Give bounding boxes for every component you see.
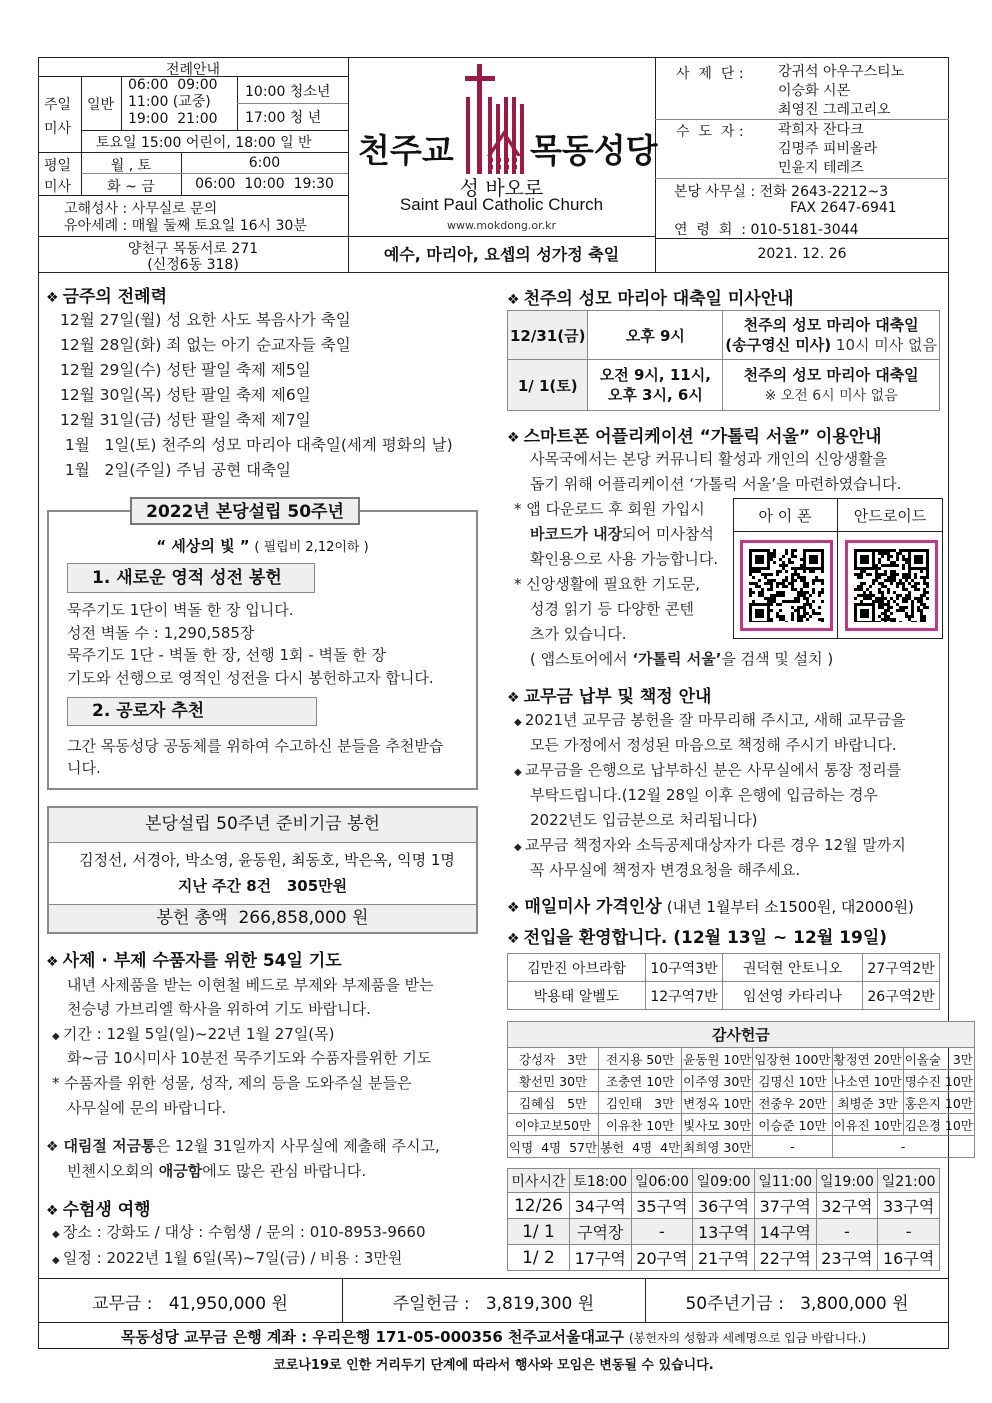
thanks-cell: 조충연 10만 bbox=[599, 1070, 682, 1092]
advent-notice: 빈첸시오회의 애긍함에도 많은 관심 바랍니다. bbox=[67, 1162, 367, 1180]
duty-cell: 22구역 bbox=[754, 1245, 816, 1271]
prayer54-period: ◆ 기간 : 12월 5일(일)~22년 1월 27일(목) bbox=[52, 1025, 335, 1043]
thanks-cell: 이승준 10만 bbox=[753, 1114, 832, 1136]
prayer54-note: 사무실에 문의 바랍니다. bbox=[67, 1099, 227, 1117]
mon-sat: 월 , 토 bbox=[110, 158, 152, 174]
general-times bbox=[128, 77, 218, 128]
tue-fri-times: 06:00 10:00 19:30 bbox=[195, 176, 334, 192]
app-search-note: ( 앱스토어에서 ‘가톨릭 서울’을 검색 및 설치 ) bbox=[530, 650, 834, 668]
exam-trip-schedule: ◆ 일정 : 2022년 1월 6일(목)~7일(금) / 비용 : 3만원 bbox=[52, 1249, 403, 1267]
calendar-item: 1월 1일(토) 천주의 성모 마리아 대축일(세계 평화의 날) bbox=[60, 436, 453, 454]
table-row bbox=[508, 1169, 940, 1193]
priest-name: 이승화 시몬 bbox=[778, 83, 851, 99]
prayer54-period-detail: 화~금 10시미사 10분전 묵주기도와 수품자를위한 기도 bbox=[67, 1049, 432, 1067]
liturgy-title: 전례안내 bbox=[165, 62, 221, 78]
tue-fri: 화 ~ 금 bbox=[107, 179, 155, 195]
thanks-cell: - bbox=[753, 1136, 832, 1158]
duty-cell: - bbox=[631, 1219, 693, 1245]
app-bullet: 성경 읽기 등 다양한 콘텐 bbox=[530, 600, 694, 618]
welcome-cell: 10구역3반 bbox=[646, 954, 723, 982]
weekday-label: 미사 bbox=[44, 179, 72, 195]
qr-code-icon bbox=[749, 549, 824, 622]
calendar-item: 12월 28일(화) 죄 없는 아기 순교자들 축일 bbox=[60, 336, 351, 354]
mass-desc: 천주의 성모 마리아 대축일 (송구영신 미사) 10시 미사 없음 bbox=[723, 311, 940, 360]
sub1-line: 묵주기도 1단이 벽돌 한 장 입니다. bbox=[67, 601, 294, 619]
priest-name: 최영진 그레고리오 bbox=[778, 102, 891, 118]
religious-name: 민윤지 테레즈 bbox=[778, 160, 864, 176]
duty-header: 미사시간 bbox=[508, 1169, 570, 1193]
sub2-line: 니다. bbox=[67, 759, 101, 777]
app-intro: 사목국에서는 본당 커뮤니티 활성과 개인의 신앙생활을 bbox=[530, 450, 888, 468]
bullet-icon: ◆ bbox=[514, 842, 525, 853]
thanks-cell: 김인태 3만 bbox=[599, 1092, 682, 1114]
duty-cell: - bbox=[878, 1219, 940, 1245]
thanks-cell: 이주영 30만 bbox=[682, 1070, 753, 1092]
prayer54-line: 천승녕 가브리엘 학사을 위하여 기도 바랍니다. bbox=[67, 1000, 371, 1018]
fund-last-week: 지난 주간 8건 305만원 bbox=[177, 877, 348, 895]
duty-cell: 33구역 bbox=[878, 1193, 940, 1219]
welcome-cell: 27구역2반 bbox=[863, 954, 940, 982]
funeral-phone: 연 령 회 : 010-5181-3044 bbox=[674, 222, 859, 238]
duty-cell: 35구역 bbox=[631, 1193, 693, 1219]
mass-desc: 천주의 성모 마리아 대축일 ※ 오전 6시 미사 없음 bbox=[723, 360, 940, 411]
sub1-line: 묵주기도 1단 - 벽돌 한 장, 선행 1회 - 벽돌 한 장 bbox=[67, 646, 386, 664]
advent-notice: ❖ 대림절 저금통은 12월 31일까지 사무실에 제출해 주시고, bbox=[46, 1137, 440, 1155]
android-qr-code[interactable] bbox=[845, 540, 938, 631]
sub2-line: 그간 목동성당 공동체를 위하여 수고하신 분들을 추천받습 bbox=[67, 737, 444, 755]
sub1-title: 1. 새로운 영적 성전 봉헌 bbox=[67, 563, 315, 593]
thanks-cell: 이유진 10만 bbox=[832, 1114, 903, 1136]
priests-label: 사 제 단 : bbox=[676, 66, 744, 82]
thanks-cell: 나소연 10만 bbox=[832, 1070, 903, 1092]
prayer54-note: * 수품자를 위한 성물, 성작, 제의 등을 도와주실 분들은 bbox=[52, 1074, 412, 1092]
welcome-cell: 임선영 카타리나 bbox=[723, 982, 863, 1010]
sub1-line: 기도와 선행으로 영적인 성전을 다시 봉헌하고자 합니다. bbox=[67, 668, 434, 687]
diamond-icon: ❖ bbox=[507, 931, 520, 947]
thanks-cell: 윤동원 10만 bbox=[682, 1048, 753, 1070]
dues-line bbox=[514, 759, 901, 780]
iphone-label: 아 이 폰 bbox=[758, 507, 812, 525]
sub2-title: 2. 공로자 추천 bbox=[67, 697, 317, 726]
thanks-cell: 전지용 50만 bbox=[599, 1048, 682, 1070]
thanks-cell: 황선민 30만 bbox=[508, 1070, 599, 1092]
thanks-cell: 이올술 3만 bbox=[903, 1048, 974, 1070]
office-phone: 본당 사무실 : 전화 2643-2212~3 bbox=[674, 184, 889, 200]
anniversary-title: 2022년 본당설립 50주년 bbox=[130, 497, 360, 525]
general-label: 일반 bbox=[87, 97, 115, 113]
diamond-icon: ❖ bbox=[507, 690, 520, 706]
mass-time: 오전 9시, 11시, 오후 3시, 6시 bbox=[588, 360, 723, 411]
dues-text: 꼭 사무실에 책정자 변경요청을 해주세요. bbox=[530, 861, 801, 879]
duty-header: 일06:00 bbox=[631, 1169, 693, 1193]
sunday-label: 미사 bbox=[44, 121, 72, 137]
thanks-cell: 봉헌 4명 4만 bbox=[599, 1136, 682, 1158]
table-row bbox=[508, 1048, 975, 1070]
app-bullet: 츠가 있습니다. bbox=[530, 625, 627, 643]
welcome-cell: 26구역2반 bbox=[863, 982, 940, 1010]
android-label: 안드로이드 bbox=[853, 507, 927, 525]
duty-cell: 34구역 bbox=[569, 1193, 631, 1219]
confession: 고해성사 : 사무실로 문의 bbox=[64, 201, 218, 217]
table-row bbox=[508, 1245, 940, 1271]
duty-cell: 16구역 bbox=[878, 1245, 940, 1271]
saturday-mass: 토요일 15:00 어린이, 18:00 일 반 bbox=[96, 135, 312, 151]
duty-table bbox=[507, 1168, 940, 1271]
dues-total: 교무금 : 41,950,000 원 bbox=[92, 1294, 288, 1314]
welcome-cell: 박용태 알벨도 bbox=[508, 982, 646, 1010]
table-row bbox=[508, 1070, 975, 1092]
dues-line bbox=[530, 784, 878, 805]
dues-line bbox=[530, 809, 757, 830]
app-bullet: 확인용으로 사용 가능합니다. bbox=[530, 550, 719, 568]
mon-sat-time: 6:00 bbox=[248, 155, 281, 171]
app-bullet: * 앱 다운로드 후 회원 가입시 bbox=[514, 500, 705, 518]
diamond-icon: ❖ bbox=[507, 292, 520, 308]
welcome-cell: 김만진 아브라함 bbox=[508, 954, 646, 982]
calendar-item: 12월 27일(월) 성 요한 사도 복음사가 축일 bbox=[60, 311, 351, 329]
table-row bbox=[508, 360, 940, 411]
dues-text: 교무금 책정자와 소득공제대상자가 다른 경우 12월 말까지 bbox=[524, 836, 906, 854]
app-bullet: 바코드가 내장되어 미사참석 bbox=[530, 525, 714, 543]
duty-cell: - bbox=[816, 1219, 878, 1245]
mass-date: 1/ 1(토) bbox=[508, 360, 588, 411]
duty-cell: 12/26 bbox=[508, 1193, 570, 1219]
duty-cell: 20구역 bbox=[631, 1245, 693, 1271]
thanks-cell: 이유찬 10만 bbox=[599, 1114, 682, 1136]
thanks-cell: 빛사모 30만 bbox=[682, 1114, 753, 1136]
thanks-cell: 익명 4명 57만 bbox=[508, 1136, 599, 1158]
duty-cell: 구역장 bbox=[569, 1219, 631, 1245]
thanks-cell: 김은경 10만 bbox=[903, 1114, 974, 1136]
duty-cell: 23구역 bbox=[816, 1245, 878, 1271]
mary-mass-heading: ❖ 천주의 성모 마리아 대축일 미사안내 bbox=[507, 289, 794, 309]
table-row bbox=[508, 982, 940, 1010]
calendar-item: 12월 29일(수) 성탄 팔일 축제 제5일 bbox=[60, 361, 311, 379]
welcome-cell: 12구역7반 bbox=[646, 982, 723, 1010]
dues-text: 교무금을 은행으로 납부하신 분은 사무실에서 통장 정리를 bbox=[524, 761, 902, 779]
time-line: 11:00 (교중) bbox=[128, 94, 211, 110]
calendar-item: 12월 31일(금) 성탄 팔일 축제 제7일 bbox=[60, 411, 311, 429]
table-row bbox=[508, 954, 940, 982]
prayer54-heading: ❖ 사제 · 부제 수품자를 위한 54일 기도 bbox=[46, 951, 342, 971]
dues-line bbox=[514, 834, 906, 855]
religious-name: 김명주 피비올라 bbox=[778, 141, 878, 157]
duty-header: 토18:00 bbox=[569, 1169, 631, 1193]
duty-cell: 13구역 bbox=[693, 1219, 755, 1245]
table-row bbox=[508, 1114, 975, 1136]
diamond-icon: ❖ bbox=[46, 290, 59, 306]
bank-account: 목동성당 교무금 은행 계좌 : 우리은행 171-05-000356 천주교서울대교구 (봉헌자의 성함과 세례명으로 입금 바랍니다.) bbox=[120, 1328, 867, 1346]
thanks-cell: 김명신 10만 bbox=[753, 1070, 832, 1092]
duty-cell: 21구역 bbox=[693, 1245, 755, 1271]
exam-trip-place: ◆ 장소 : 강화도 / 대상 : 수험생 / 문의 : 010-8953-9660 bbox=[52, 1223, 426, 1241]
sunday-collection: 주일헌금 : 3,819,300 원 bbox=[392, 1294, 595, 1314]
diamond-icon: ❖ bbox=[507, 430, 520, 446]
youth-mass: 10:00 청소년 bbox=[245, 84, 331, 100]
bullet-icon: ◆ bbox=[514, 767, 525, 778]
address: 양천구 목동서로 271 bbox=[127, 241, 259, 257]
exam-trip-heading: ❖ 수험생 여행 bbox=[46, 1200, 151, 1220]
app-intro: 돕기 위해 어플리케이션 ‘가톨릭 서울’을 마련하였습니다. bbox=[530, 475, 902, 493]
thanks-cell: 최병준 3만 bbox=[832, 1092, 903, 1114]
thanks-title: 감사헌금 bbox=[508, 1022, 975, 1048]
duty-cell: 37구역 bbox=[754, 1193, 816, 1219]
duty-cell: 32구역 bbox=[816, 1193, 878, 1219]
religious-name: 곽희자 잔다크 bbox=[778, 122, 864, 138]
bulletin-date: 2021. 12. 26 bbox=[757, 246, 847, 262]
logo-left-text: 천주교 bbox=[358, 131, 454, 170]
time-line: 19:00 21:00 bbox=[128, 111, 218, 127]
iphone-qr-code[interactable] bbox=[740, 540, 833, 631]
dues-text: 모든 가정에서 정성된 마음으로 책정해 주시기 바랍니다. bbox=[530, 736, 897, 754]
thanks-table bbox=[507, 1021, 975, 1158]
welcome-heading: ❖ 전입을 환영합니다. (12월 13일 ~ 12월 19일) bbox=[507, 928, 888, 948]
dues-line bbox=[530, 734, 897, 755]
welcome-cell: 권덕현 안토니오 bbox=[723, 954, 863, 982]
feast-title: 예수, 마리아, 요셉의 성가정 축일 bbox=[383, 245, 620, 264]
thanks-cell: 김혜심 5만 bbox=[508, 1092, 599, 1114]
app-heading: ❖ 스마트폰 어플리케이션 “가톨릭 서울” 이용안내 bbox=[507, 427, 882, 447]
office-fax: FAX 2647-6941 bbox=[790, 200, 897, 216]
thanks-cell: 강성자 3만 bbox=[508, 1048, 599, 1070]
logo-right-text: 목동성당 bbox=[530, 131, 658, 170]
table-row bbox=[508, 1219, 940, 1245]
thanks-cell: 임장현 100만 bbox=[753, 1048, 832, 1070]
welcome-table bbox=[507, 953, 940, 1010]
covid-notice: 코로나19로 인한 거리두기 단계에 따라서 행사와 모임은 변동될 수 있습니다. bbox=[273, 1358, 714, 1373]
young-adult-mass: 17:00 청 년 bbox=[245, 110, 322, 126]
table-row bbox=[508, 1193, 940, 1219]
qr-code-icon bbox=[854, 549, 929, 622]
thanks-cell: 이야고보50만 bbox=[508, 1114, 599, 1136]
thanks-cell: 변정옥 10만 bbox=[682, 1092, 753, 1114]
time-line: 06:00 09:00 bbox=[128, 77, 218, 93]
infant-baptism: 유아세례 : 매월 둘째 토요일 16시 30분 bbox=[64, 218, 307, 234]
table-row bbox=[508, 1092, 975, 1114]
sub1-line: 성전 벽돌 수 : 1,290,585장 bbox=[67, 623, 255, 642]
fund-total: 봉헌 총액 266,858,000 원 bbox=[49, 904, 476, 932]
religious-label: 수 도 자 : bbox=[676, 124, 744, 140]
prayer54-line: 내년 사제품을 받는 이현철 베드로 부제와 부제품을 받는 bbox=[67, 976, 434, 994]
app-bullet: * 신앙생활에 필요한 기도문, bbox=[514, 575, 700, 593]
address: (신정6동 318) bbox=[147, 257, 239, 273]
fund-title: 본당설립 50주년 준비기금 봉헌 bbox=[49, 808, 476, 843]
mass-time: 오후 9시 bbox=[588, 311, 723, 360]
duty-cell: 36구역 bbox=[693, 1193, 755, 1219]
thanks-cell: 전중우 20만 bbox=[753, 1092, 832, 1114]
thanks-cell: 홍은지 10만 bbox=[903, 1092, 974, 1114]
anniversary-motto: “ 세상의 빛 ” ( 필립비 2,12이하 ) bbox=[156, 537, 369, 555]
website-link[interactable]: www.mokdong.or.kr bbox=[446, 219, 557, 232]
duty-cell: 1/ 2 bbox=[508, 1245, 570, 1271]
duty-cell: 17구역 bbox=[569, 1245, 631, 1271]
dues-text: 2022년도 입금분으로 처리됩니다) bbox=[530, 811, 758, 829]
weekday-label: 평일 bbox=[44, 158, 72, 174]
fund50-total: 50주년기금 : 3,800,000 원 bbox=[685, 1294, 909, 1314]
dues-line bbox=[514, 709, 906, 730]
english-name: Saint Paul Catholic Church bbox=[399, 195, 604, 214]
sunday-label: 주일 bbox=[44, 97, 72, 113]
priest-name: 강귀석 아우구스티노 bbox=[778, 64, 905, 80]
dues-text: 부탁드립니다.(12월 28일 이후 은행에 입금하는 경우 bbox=[530, 786, 878, 804]
dues-heading: ❖ 교무금 납부 및 책정 안내 bbox=[507, 687, 712, 707]
calendar-item: 1월 2일(주일) 주님 공현 대축일 bbox=[60, 461, 292, 479]
mass-date: 12/31(금) bbox=[508, 311, 588, 360]
duty-header: 일09:00 bbox=[693, 1169, 755, 1193]
thanks-cell: 황정연 20만 bbox=[832, 1048, 903, 1070]
calendar-item: 12월 30일(목) 성탄 팔일 축제 제6일 bbox=[60, 386, 311, 404]
duty-header: 일21:00 bbox=[878, 1169, 940, 1193]
fund-donors: 김정선, 서경아, 박소영, 윤동원, 최동호, 박은옥, 익명 1명 bbox=[79, 851, 455, 869]
calendar-heading: ❖ 금주의 전례력 bbox=[46, 287, 168, 307]
table-row bbox=[508, 311, 940, 360]
thanks-cell: 명수진 10만 bbox=[903, 1070, 974, 1092]
diamond-icon: ❖ bbox=[46, 954, 59, 970]
thanks-cell: 최희영 30만 bbox=[682, 1136, 753, 1158]
daily-missal-notice: ❖ 매일미사 가격인상 (내년 1월부터 소1500원, 대2000원) bbox=[507, 897, 914, 917]
table-row bbox=[508, 1136, 975, 1158]
thanks-cell: - bbox=[832, 1136, 974, 1158]
duty-header: 일11:00 bbox=[754, 1169, 816, 1193]
dues-text: 2021년 교무금 봉헌을 잘 마무리해 주시고, 새해 교무금을 bbox=[524, 711, 906, 729]
bullet-icon: ◆ bbox=[514, 717, 525, 728]
duty-cell: 14구역 bbox=[754, 1219, 816, 1245]
dues-line bbox=[530, 859, 800, 880]
duty-header: 일19:00 bbox=[816, 1169, 878, 1193]
table-row bbox=[508, 1022, 975, 1048]
diamond-icon: ❖ bbox=[46, 1203, 59, 1219]
patron-saint: 성 바오로 bbox=[459, 176, 544, 200]
duty-cell: 1/ 1 bbox=[508, 1219, 570, 1245]
mary-mass-table bbox=[507, 310, 940, 411]
